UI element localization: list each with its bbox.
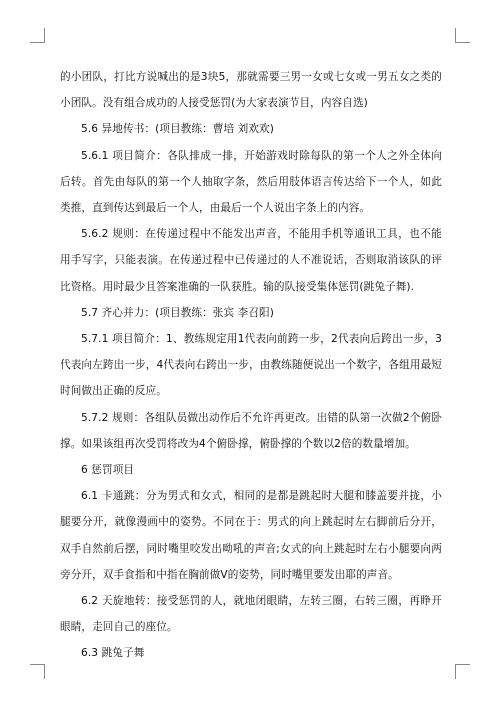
paragraph-continuation: 的小团队，打比方说喊出的是3块5，那就需要三男一女或七女或一男五女之类的小团队。没有组合成功的人接受惩罚(为大家表演节目，内容自选) bbox=[60, 71, 442, 110]
document-body bbox=[60, 64, 442, 667]
heading-6: 6 惩罚项目 bbox=[81, 464, 135, 477]
crop-mark-top-left bbox=[30, 28, 45, 43]
crop-mark-bottom-right bbox=[455, 664, 470, 679]
heading-5-6: 5.6 异地传书：(项目教练：曹培 刘欢欢) bbox=[81, 123, 274, 136]
crop-mark-bottom-left bbox=[30, 664, 45, 679]
heading-6-3: 6.3 跳兔子舞 bbox=[81, 647, 145, 660]
paragraph-5-7-2: 5.7.2 规则：各组队员做出动作后不允许再更改。出错的队第一次做2个俯卧撑。如果该组再次受罚将改为4个俯卧撑，俯卧撑的个数以2倍的数量增加。 bbox=[60, 411, 442, 450]
paragraph-5-6-2: 5.6.2 规则：在传递过程中不能发出声音，不能用手机等通讯工具，也不能用手写字，只能表演。在传递过程中已传递过的人不准说话，否则取消该队的评比资格。用时最少且答案准确的一队获胜。输的队接受集体惩罚(跳兔子舞). bbox=[60, 228, 442, 293]
paragraph-5-7-1: 5.7.1 项目简介：1、教练规定用1代表向前跨一步，2代表向后跨出一步，3代表向左跨出一步，4代表向右跨出一步，由教练随便说出一个数字，各组用最短时间做出正确的反应。 bbox=[60, 333, 442, 398]
paragraph-5-6-1: 5.6.1 项目简介：各队排成一排，开始游戏时除每队的第一个人之外全体向后转。首先由每队的第一个人抽取字条，然后用肢体语言传达给下一个人，如此类推，直到传达到最后一个人，由最后一个人说出字条上的内容。 bbox=[60, 149, 442, 215]
paragraph-6-1: 6.1 卡通跳：分为男式和女式，相同的是都是跳起时大腿和膝盖要并拢，小腿要分开，就像漫画中的姿势。不同在于：男式的向上跳起时左右脚前后分开，双手自然前后摆，同时嘴里咬发出呦吼的声音;女式的向上跳起时左右小腿要向两旁分开，双手食指和中指在胸前做V的姿势，同时嘴里要发出耶的声音。 bbox=[60, 490, 442, 581]
paragraph-6-2: 6.2 天旋地转：接受惩罚的人，就地闭眼睛，左转三圈，右转三圈，再睁开眼睛，走回自己的座位。 bbox=[60, 595, 442, 634]
crop-mark-top-right bbox=[455, 28, 470, 43]
heading-5-7: 5.7 齐心并力：(项目教练：张宾 李召阳) bbox=[81, 306, 274, 319]
